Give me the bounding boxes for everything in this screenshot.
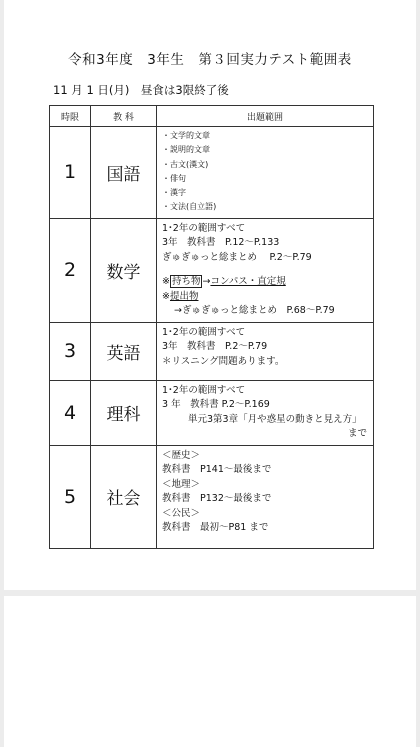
belongings-items: コンパス・直定規 [210, 276, 286, 288]
range-cell [157, 127, 374, 219]
submission-item: →ぎゅぎゅっと総まとめ P.68～P.79 [174, 305, 335, 317]
range-line: ・古文(漢文) [162, 159, 209, 169]
range-line: 1･2年の範囲すべて [162, 222, 246, 234]
range-line: ・俳句 [162, 173, 186, 183]
range-line: 教科書 最初～P81 まで [162, 522, 269, 534]
next-page [4, 596, 416, 747]
range-line: 3 年 教科書 P.2～P.169 [162, 399, 270, 411]
range-line: ・文学的文章 [162, 131, 210, 140]
header-range: 出題範囲 [157, 106, 374, 127]
submission-note [162, 290, 369, 305]
range-cell [157, 380, 374, 445]
page-title: 令和3年度 3年生 第３回実力テスト範囲表 [68, 52, 352, 68]
unit-tail: まで [347, 428, 367, 440]
subject-cell: 国語 [91, 127, 157, 219]
period-cell: 2 [50, 218, 91, 322]
range-line: 1･2年の範囲すべて [162, 384, 246, 396]
range-line: ＜地理＞ [162, 478, 201, 490]
range-line: ・説明的文章 [162, 145, 210, 155]
range-cell [157, 218, 374, 322]
table-row [50, 127, 374, 219]
spacer [162, 265, 369, 275]
range-line: ＊リスニング問題あります。 [162, 355, 285, 367]
header-period: 時限 [50, 106, 91, 127]
arrow-glyph: → [202, 276, 211, 288]
unit-line: 単元3第3章「月や惑星の動きと見え方」 [188, 413, 362, 425]
submission-label: 提出物 [169, 290, 199, 302]
range-line: 1･2年の範囲すべて [162, 326, 246, 338]
subject-cell: 英語 [91, 322, 157, 380]
range-cell [157, 445, 374, 548]
table-row [50, 218, 374, 322]
subject-cell: 社会 [91, 445, 157, 548]
table-row [50, 380, 374, 445]
document-page [4, 0, 416, 590]
note-mark: ※ [162, 290, 170, 302]
header-subject: 教 科 [91, 106, 157, 127]
period-cell: 3 [50, 322, 91, 380]
range-line: ぎゅぎゅっと総まとめ P.2～P.79 [162, 251, 312, 263]
range-cell [157, 322, 374, 380]
subject-cell: 数学 [91, 218, 157, 322]
note-mark: ※ [162, 276, 170, 288]
table-header-row [50, 106, 374, 127]
range-line: 教科書 P132～最後まで [162, 493, 272, 505]
range-line: ＜公民＞ [162, 507, 201, 519]
range-line: ・漢字 [162, 188, 186, 198]
table-row [50, 445, 374, 548]
period-cell: 5 [50, 445, 91, 548]
table-row [50, 322, 374, 380]
range-line: 3年 教科書 P.12～P.133 [162, 237, 280, 249]
belongings-label: 持ち物 [171, 276, 201, 288]
period-cell: 1 [50, 127, 91, 219]
subject-cell: 理科 [91, 380, 157, 445]
range-line: 教科書 P141～最後まで [162, 464, 272, 476]
period-cell: 4 [50, 380, 91, 445]
belongings-note [162, 275, 369, 290]
range-line: 3年 教科書 P.2～P.79 [162, 341, 268, 353]
exam-range-table [49, 105, 374, 549]
range-line: ・文法(自立語) [162, 202, 217, 212]
exam-date-note: 11 月 1 日(月) 昼食は3限終了後 [53, 83, 229, 97]
range-line: ＜歴史＞ [162, 449, 201, 461]
